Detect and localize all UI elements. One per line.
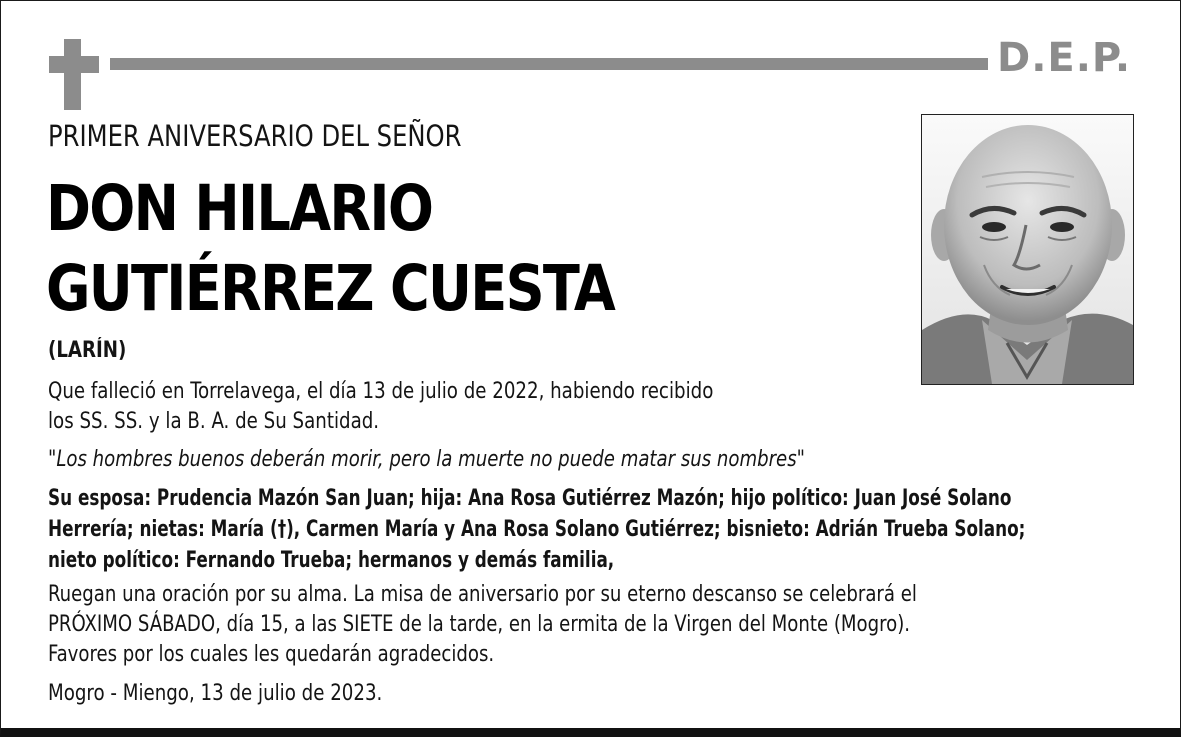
portrait-photo: [921, 114, 1134, 385]
mass-notice: [48, 580, 917, 670]
place-date: Mogro - Miengo, 13 de julio de 2023.: [48, 681, 383, 706]
family-list: [48, 483, 1025, 576]
mass-line3: Favores por los cuales les quedarán agradecidos.: [48, 642, 495, 667]
deceased-name-line1: DON HILARIO: [46, 172, 433, 245]
mass-line2: PRÓXIMO SÁBADO, día 15, a las SIETE de la tarde, en la ermita de la Virgen del Monte (Mogro).: [48, 612, 911, 637]
family-line2: Herrería; nietas: María (†), Carmen María y Ana Rosa Solano Gutiérrez; bisnieto: Adrián Trueba Solano;: [48, 517, 1026, 542]
deceased-nickname: (LARÍN): [48, 338, 127, 363]
header-rule: [110, 58, 988, 70]
death-notice: [48, 377, 713, 437]
death-notice-line1: Que falleció en Torrelavega, el día 13 de julio de 2022, habiendo recibido: [48, 379, 714, 404]
death-notice-line2: los SS. SS. y la B. A. de Su Santidad.: [48, 409, 380, 434]
deceased-name: [46, 169, 614, 329]
cross-icon: [64, 39, 81, 110]
anniversary-subtitle: PRIMER ANIVERSARIO DEL SEÑOR: [48, 119, 462, 153]
portrait-image: [922, 115, 1133, 384]
deceased-name-line2: GUTIÉRREZ CUESTA: [46, 252, 615, 325]
cross-icon-bar: [49, 56, 99, 73]
memorial-quote: "Los hombres buenos deberán morir, pero la muerte no puede matar sus nombres": [48, 447, 805, 472]
family-line3: nieto político: Fernando Trueba; hermanos y demás familia,: [48, 548, 615, 573]
family-line1: Su esposa: Prudencia Mazón San Juan; hija: Ana Rosa Gutiérrez Mazón; hijo político: Juan José Solano: [48, 486, 1012, 511]
mass-line1: Ruegan una oración por su alma. La misa de aniversario por su eterno descanso se celebrará el: [48, 582, 917, 607]
dep-label: D.E.P.: [997, 35, 1132, 81]
